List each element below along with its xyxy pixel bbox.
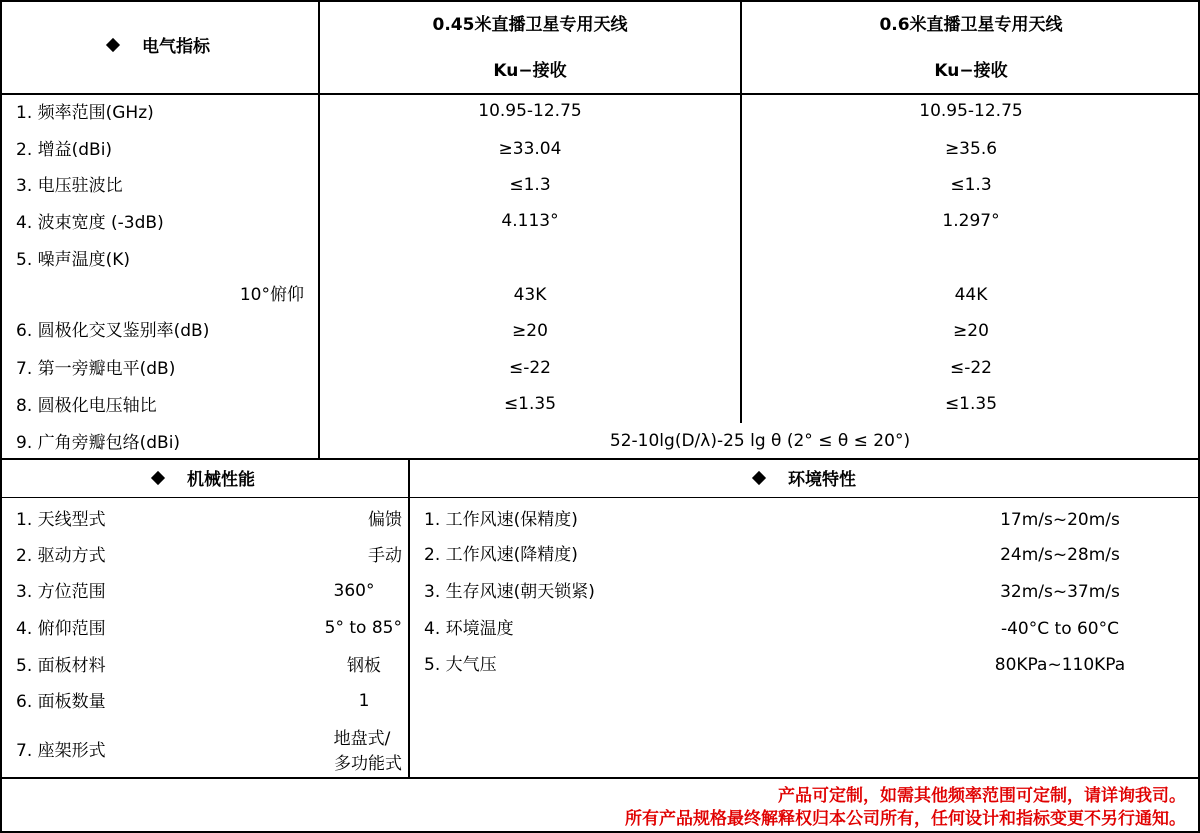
diamond-icon [752,471,766,485]
mech-row-label: 2. 驱动方式 [16,546,106,566]
col1-subtitle: Ku−接收 [493,61,567,81]
mech-row-label: 5. 面板材料 [16,656,106,676]
elec-row-label: 8. 圆极化电压轴比 [16,396,157,416]
mech-row-value-line2: 多功能式 [334,754,402,774]
env-row-value: 17m/s~20m/s [1000,510,1120,530]
mech-row-label: 3. 方位范围 [16,582,106,602]
elec-row-value-06: ≤-22 [949,358,992,378]
mech-row-value: 手动 [368,546,402,566]
elec-row-value-06: ≤1.35 [944,394,998,414]
elec-row-value-045: ≥20 [512,321,548,341]
elec-row-value-06: 10.95-12.75 [919,101,1023,121]
sidelobe-envelope-value: 52-10lg(D/λ)-25 lg θ (2° ≤ θ ≤ 20°) [609,431,911,451]
env-row-value: 24m/s~28m/s [1000,545,1120,565]
elec-row-value-045: ≤1.35 [503,394,557,414]
diamond-icon [106,38,120,52]
customization-note: 产品可定制，如需其他频率范围可定制，请详询我司。 [778,786,1186,806]
env-row-label: 2. 工作风速(降精度) [424,545,578,565]
mech-row-value-line1: 地盘式/ [333,729,391,749]
elec-row-value-045: 10.95-12.75 [478,101,582,121]
elec-row-value-06: ≥20 [953,321,989,341]
mech-row-label: 6. 面板数量 [16,692,106,712]
mech-row-value: 钢板 [347,656,381,676]
env-row-value: 80KPa~110KPa [994,655,1126,675]
col2-title: 0.6米直播卫星专用天线 [879,15,1063,35]
elec-bottom-divider [0,458,1200,460]
diamond-icon [151,471,165,485]
elec-row-value-045: ≤1.3 [509,175,551,195]
mech-row-label: 1. 天线型式 [16,510,106,530]
mech-row-value: 5° to 85° [324,618,402,638]
elec-row-label: 2. 增益(dBi) [16,140,113,160]
notes-divider [0,777,1200,779]
elec-row-value-045: 43K [513,285,547,305]
mech-env-divider [408,458,410,778]
elec-row-label: 6. 圆极化交叉鉴别率(dB) [16,321,210,341]
mech-row-value: 1 [358,691,370,711]
env-row-value: -40°C to 60°C [1000,619,1119,639]
elec-row-value-045: ≤-22 [508,358,551,378]
env-row-value: 32m/s~37m/s [1000,582,1120,602]
elec-row-value-06: ≤1.3 [950,175,992,195]
mech-section-heading: 机械性能 [0,470,408,490]
elec-row-value-045: 4.113° [501,211,559,231]
elec-row-label: 3. 电压驻波比 [16,176,123,196]
elec-row-label: 7. 第一旁瓣电平(dB) [16,359,176,379]
col1-title: 0.45米直播卫星专用天线 [432,15,628,35]
header-divider [0,93,1200,95]
env-row-label: 4. 环境温度 [424,619,514,639]
env-row-label: 1. 工作风速(保精度) [424,510,578,530]
mech-row-label: 4. 俯仰范围 [16,619,106,639]
elec-row-value-06: ≥35.6 [944,139,998,159]
col2-subtitle: Ku−接收 [934,61,1008,81]
elec-row-label: 9. 广角旁瓣包络(dBi) [16,433,181,453]
mech-row-label: 7. 座架形式 [16,741,106,761]
elec-row-label: 5. 噪声温度(K) [16,250,131,270]
elec-row-label: 1. 频率范围(GHz) [16,103,154,123]
elec-row-value-045: ≥33.04 [498,139,562,159]
mech-row-value: 360° [333,581,375,601]
disclaimer-note: 所有产品规格最终解释权归本公司所有，任何设计和指标变更不另行通知。 [625,809,1186,829]
mech-row-value: 偏馈 [368,510,402,530]
elec-row-value-06: 1.297° [942,211,1000,231]
mech-env-header-divider [0,497,1200,498]
elec-row-value-06: 44K [954,285,988,305]
elec-subrow-label: 10°俯仰 [239,285,304,305]
env-row-label: 3. 生存风速(朝天锁紧) [424,582,595,602]
env-section-heading: 环境特性 [410,470,1200,490]
elec-row-label: 4. 波束宽度 (-3dB) [16,213,164,233]
env-row-label: 5. 大气压 [424,655,497,675]
elec-section-heading: 电气指标 [0,37,318,57]
